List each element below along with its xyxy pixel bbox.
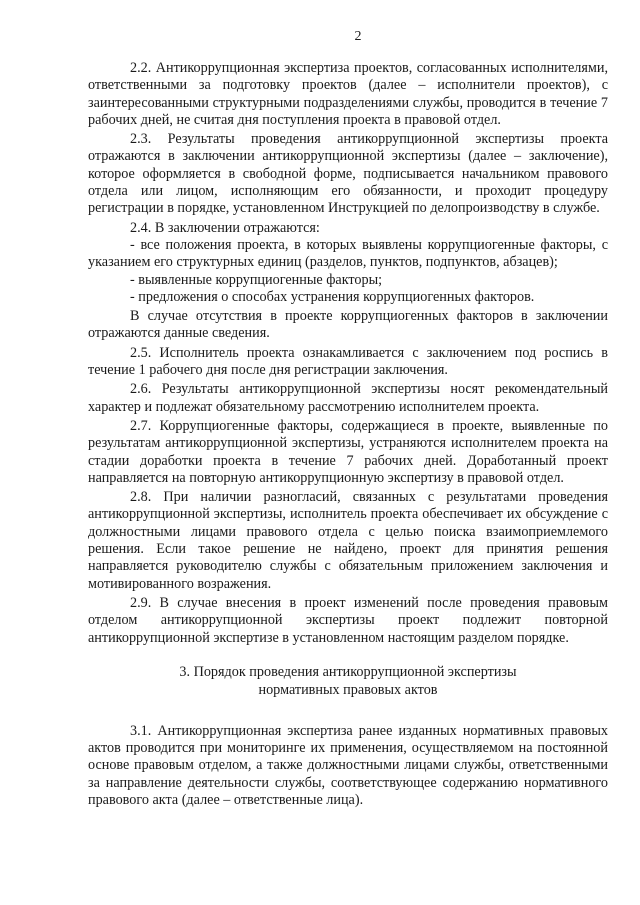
section-3-heading-line1: 3. Порядок проведения антикоррупционной экспертизы xyxy=(179,663,517,680)
paragraph-2-9: 2.9. В случае внесения в проект изменений после проведения правовым отделом антикоррупционной экспертизы проект подлежит повторной антикоррупционной экспертизе в установленном настоящим разделом порядке. xyxy=(88,594,608,646)
paragraph-2-3: 2.3. Результаты проведения антикоррупционной экспертизы проекта отражаются в заключении антикоррупционной экспертизы (далее – заключение), которое оформляется в свободной форме, подписывается начальником правового отдела или лицом, исполняющим его обязанности, и проходит процедуру регистрации в порядке, установленном Инструкцией по делопроизводству в службе. xyxy=(88,131,608,217)
paragraph-2-2: 2.2. Антикоррупционная экспертиза проектов, согласованных исполнителями, ответственными за подготовку проектов (далее – исполнители проектов), с заинтересованными структурными подразделениями службы, проводится в течение 7 рабочих дней, не считая дня поступления проекта в правовой отдел. xyxy=(88,60,608,128)
paragraph-2-5: 2.5. Исполнитель проекта ознакамливается с заключением под роспись в течение 1 рабочего дня после дня регистрации заключения. xyxy=(88,344,608,379)
paragraph-2-7: 2.7. Коррупциогенные факторы, содержащиеся в проекте, выявленные по результатам антикоррупционной экспертизы, устраняются исполнителем проекта на стадии доработки проекта в течение 7 рабочих дней. Доработанный проект направляется на повторную антикоррупционную экспертизу в правовой отдел. xyxy=(88,417,608,486)
section-3-heading xyxy=(88,663,608,699)
paragraph-2-4: 2.4. В заключении отражаются: xyxy=(130,219,320,236)
paragraph-2-8: 2.8. При наличии разногласий, связанных с результатами проведения антикоррупционной экспертизы, исполнитель проекта обеспечивает их обсуждение с должностными лицами правового отдела с целью поиска взаимоприемлемого решения. Если такое решение не найдено, проект для принятия решения направляется руководителю службы с обязательным приложением заключения и мотивированного возражения. xyxy=(88,489,608,592)
list-item-factors: - выявленные коррупциогенные факторы; xyxy=(130,271,383,288)
paragraph-no-factors: В случае отсутствия в проекте коррупциогенных факторов в заключении отражаются данные сведения. xyxy=(88,308,608,342)
paragraph-3-1: 3.1. Антикоррупционная экспертиза ранее изданных нормативных правовых актов проводится при мониторинге их применения, осуществляемом на постоянной основе правовым отделом, а также должностными лицами службы, ответственными за направление деятельности службы, соответствующее содержанию нормативного правового акта (далее – ответственные лица). xyxy=(88,722,608,808)
page-number: 2 xyxy=(354,29,362,44)
list-item-proposals: - предложения о способах устранения коррупциогенных факторов. xyxy=(130,288,535,305)
list-item-provisions: - все положения проекта, в которых выявлены коррупциогенные факторы, с указанием его структурных единиц (разделов, пунктов, подпунктов, абзацев); xyxy=(88,236,608,271)
paragraph-2-6: 2.6. Результаты антикоррупционной экспертизы носят рекомендательный характер и подлежат обязательному рассмотрению исполнителем проекта. xyxy=(88,381,608,415)
section-3-heading-line2: нормативных правовых актов xyxy=(258,681,438,698)
